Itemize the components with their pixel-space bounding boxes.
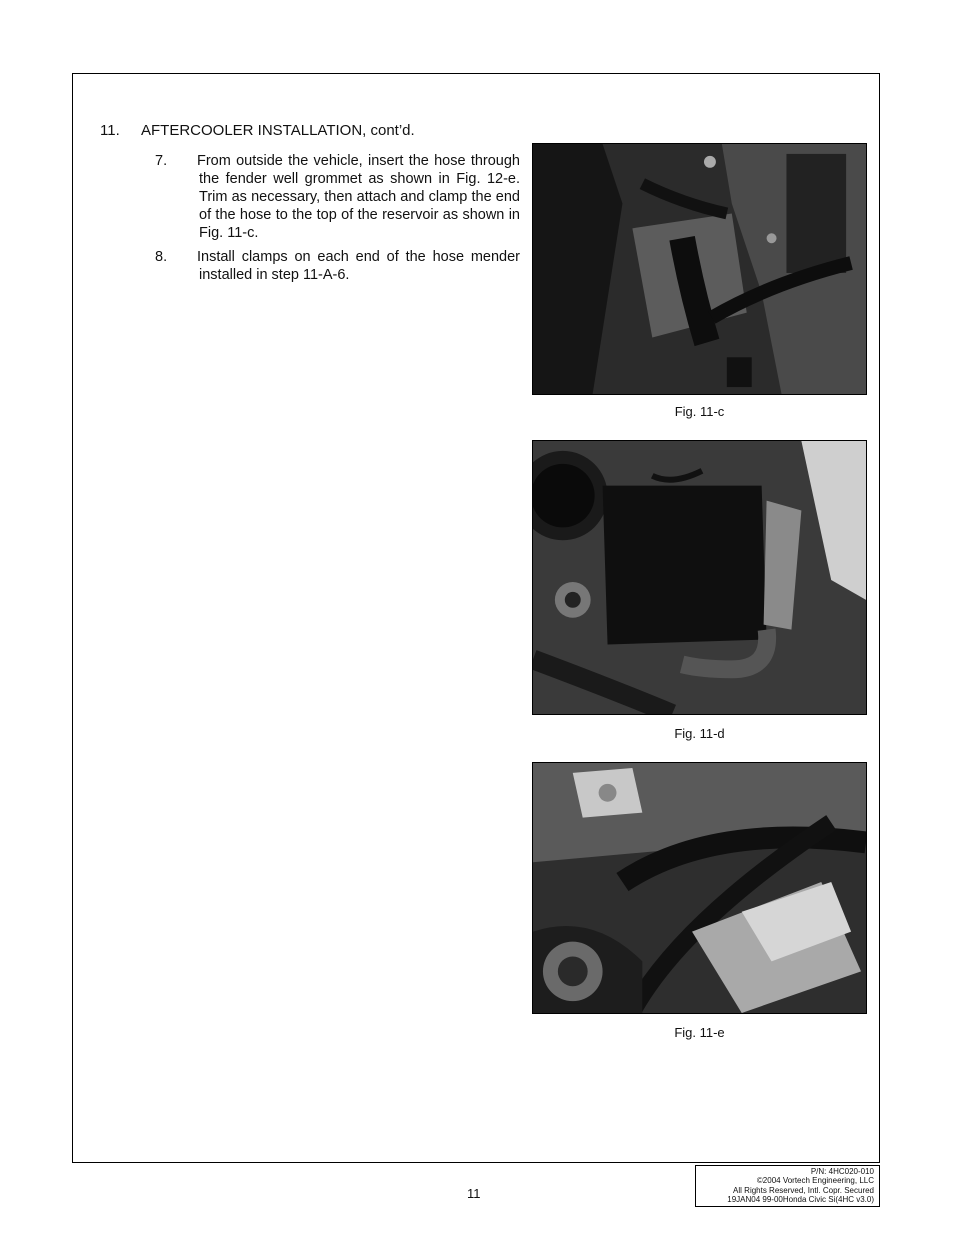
figure-caption: Fig. 11-d xyxy=(674,726,725,741)
page-number: 11 xyxy=(467,1186,481,1201)
figure-11c-photo xyxy=(532,143,867,395)
figure-11d-photo xyxy=(532,440,867,715)
step-item xyxy=(155,152,520,242)
step-text: Install clamps on each end of the hose mender installed in step 11-A-6. xyxy=(197,249,520,283)
step-number: 7. xyxy=(155,153,168,169)
document-id: 19JAN04 99-00Honda Civic Si(4HC v3.0) xyxy=(727,1194,874,1204)
section-heading xyxy=(100,122,415,139)
figure-caption: Fig. 11-c xyxy=(674,404,725,419)
part-number: P/N: 4HC020-010 xyxy=(810,1167,874,1176)
rights-notice: All Rights Reserved, Intl. Copr. Secured xyxy=(733,1185,874,1195)
step-number: 8. xyxy=(155,249,168,265)
document-info-box xyxy=(695,1165,880,1207)
section-title: AFTERCOOLER INSTALLATION, cont’d. xyxy=(141,122,415,139)
step-text: From outside the vehicle, insert the hose through the fender well grommet as shown in Fig. 12-e. Trim as necessary, then attach and clamp the end of the hose to the top of the reservoir as shown in Fig. 11-c. xyxy=(197,153,520,241)
section-number: 11. xyxy=(100,122,120,139)
step-item xyxy=(155,248,520,284)
copyright: ©2004 Vortech Engineering, LLC xyxy=(756,1176,874,1186)
figure-caption: Fig. 11-e xyxy=(674,1025,725,1040)
figure-11e-photo xyxy=(532,762,867,1014)
